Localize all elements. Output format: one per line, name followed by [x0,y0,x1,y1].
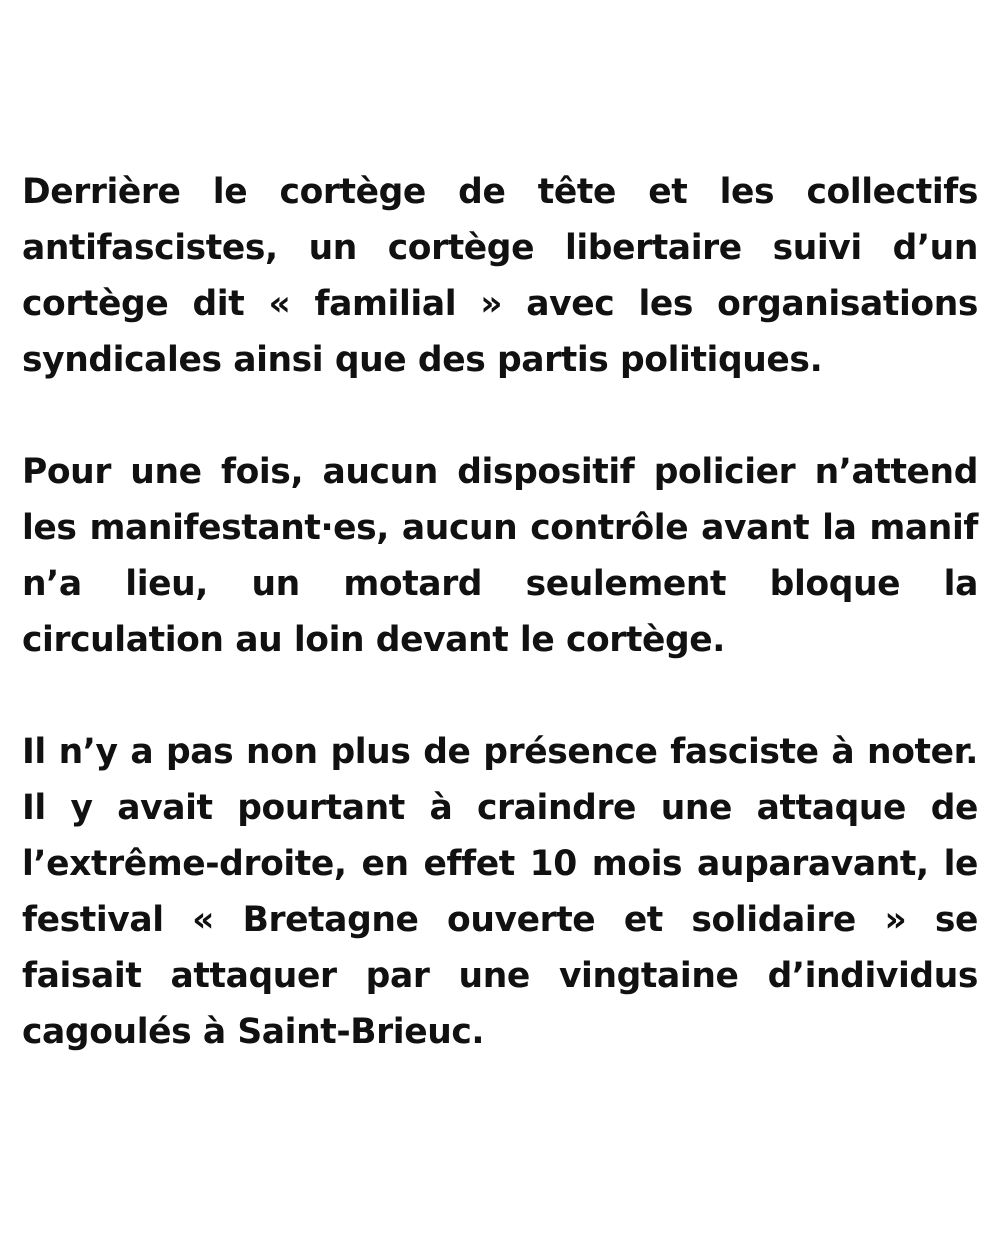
paragraph-cortege: Derrière le cortège de tête et les collectifs antifascistes, un cortège libertaire suivi d’un cortège dit « familial » avec les organisations syndicales ainsi que des partis politiques. [22,172,978,380]
paragraph-fasciste: Il n’y a pas non plus de présence fasciste à noter. Il y avait pourtant à craindre une attaque de l’extrême-droite, en effet 10 mois auparavant, le festival « Bretagne ouverte et solidaire » se faisait attaquer par une vingtaine d’individus cagoulés à Saint-Brieuc. [22,732,978,1052]
paragraph-police: Pour une fois, aucun dispositif policier n’attend les manifestant·es, aucun contrôle avant la manif n’a lieu, un motard seulement bloque la circulation au loin devant le cortège. [22,452,978,660]
article-text [22,164,978,1060]
